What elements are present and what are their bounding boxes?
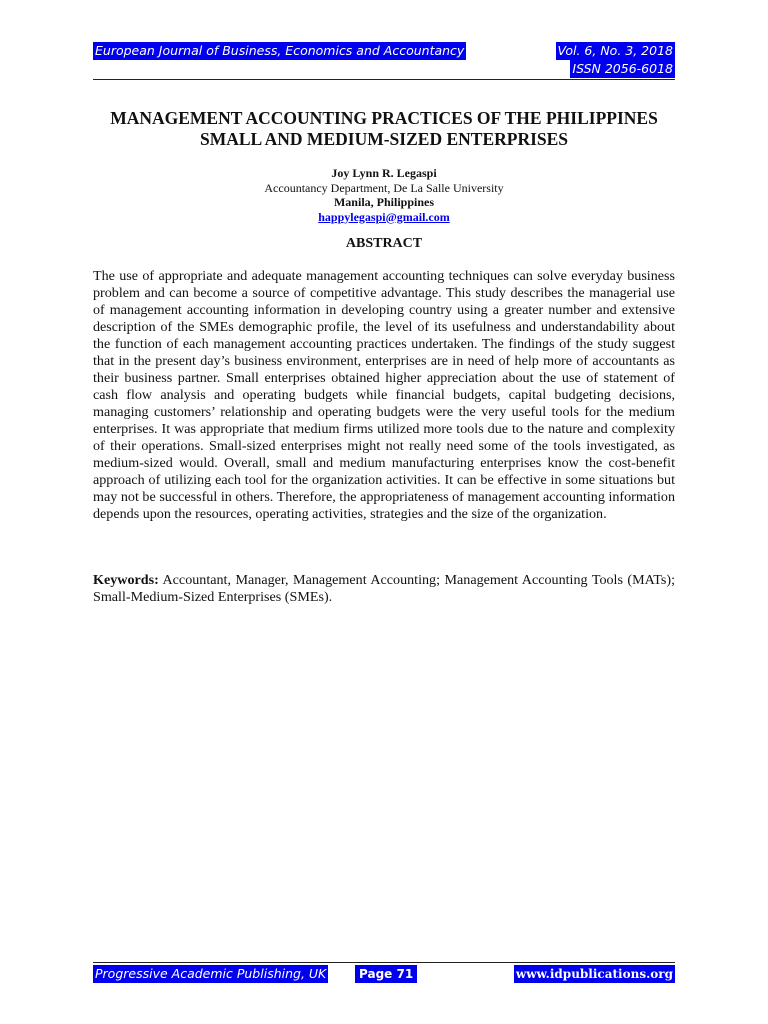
keywords-label: Keywords: <box>93 572 159 588</box>
abstract-body: The use of appropriate and adequate management accounting techniques can solve everyday business problem and can become a source of competitive advantage. This study describes the managerial use of management accounting information in developing country using a greater number and extensive description of the SMEs demographic profile, the level of its usefulness and understandability about the function of each management accounting practices undertaken. The findings of the study suggest that in the present day’s business environment, enterprises are in need of help more of accountants as their business partner. Small enterprises obtained higher appreciation about the use of statement of cash flow analysis and operating budgets while financial budgets, capital budgeting decisions, managing customers’ relationship and operating budgets were the very useful tools for the medium enterprises. It was appropriate that medium firms utilized more tools due to the nature and complexity of their operations. Small-sized enterprises might not really need some of the tools investigated, as medium-sized would. Overall, small and medium manufacturing enterprises know the cost-benefit approach of utilizing each tool for the organization activities. It can be effective in some situations but may not be successful in others. Therefore, the appropriateness of management accounting information depends upon the resources, operating activities, strategies and the size of the organization. <box>93 268 675 522</box>
title-line-2: SMALL AND MEDIUM-SIZED ENTERPRISES <box>199 129 569 149</box>
volume-info: Vol. 6, No. 3, 2018 <box>557 43 673 58</box>
author-block <box>100 166 668 224</box>
title-line-1: MANAGEMENT ACCOUNTING PRACTICES OF THE PHILIPPINES <box>110 108 658 128</box>
author-name: Joy Lynn R. Legaspi <box>331 166 437 180</box>
author-location: Manila, Philippines <box>333 195 435 209</box>
footer-divider <box>93 962 675 963</box>
keywords <box>93 572 675 606</box>
journal-name: European Journal of Business, Economics and Accountancy <box>95 43 465 58</box>
keywords-text: Accountant, Manager, Management Accounting; Management Accounting Tools (MATs); Small-Medium-Sized Enterprises (SMEs). <box>93 572 675 605</box>
paper-title <box>80 108 688 150</box>
website-link[interactable]: www.idpublications.org <box>515 967 673 981</box>
header-divider <box>93 79 675 80</box>
page-number: Page 71 <box>355 965 417 983</box>
author-affiliation: Accountancy Department, De La Salle University <box>264 180 504 195</box>
author-email-link[interactable]: happylegaspi@gmail.com <box>318 209 450 224</box>
issn: ISSN 2056-6018 <box>572 61 673 76</box>
abstract-heading: ABSTRACT <box>345 236 423 251</box>
publisher-name: Progressive Academic Publishing, UK <box>95 966 327 981</box>
